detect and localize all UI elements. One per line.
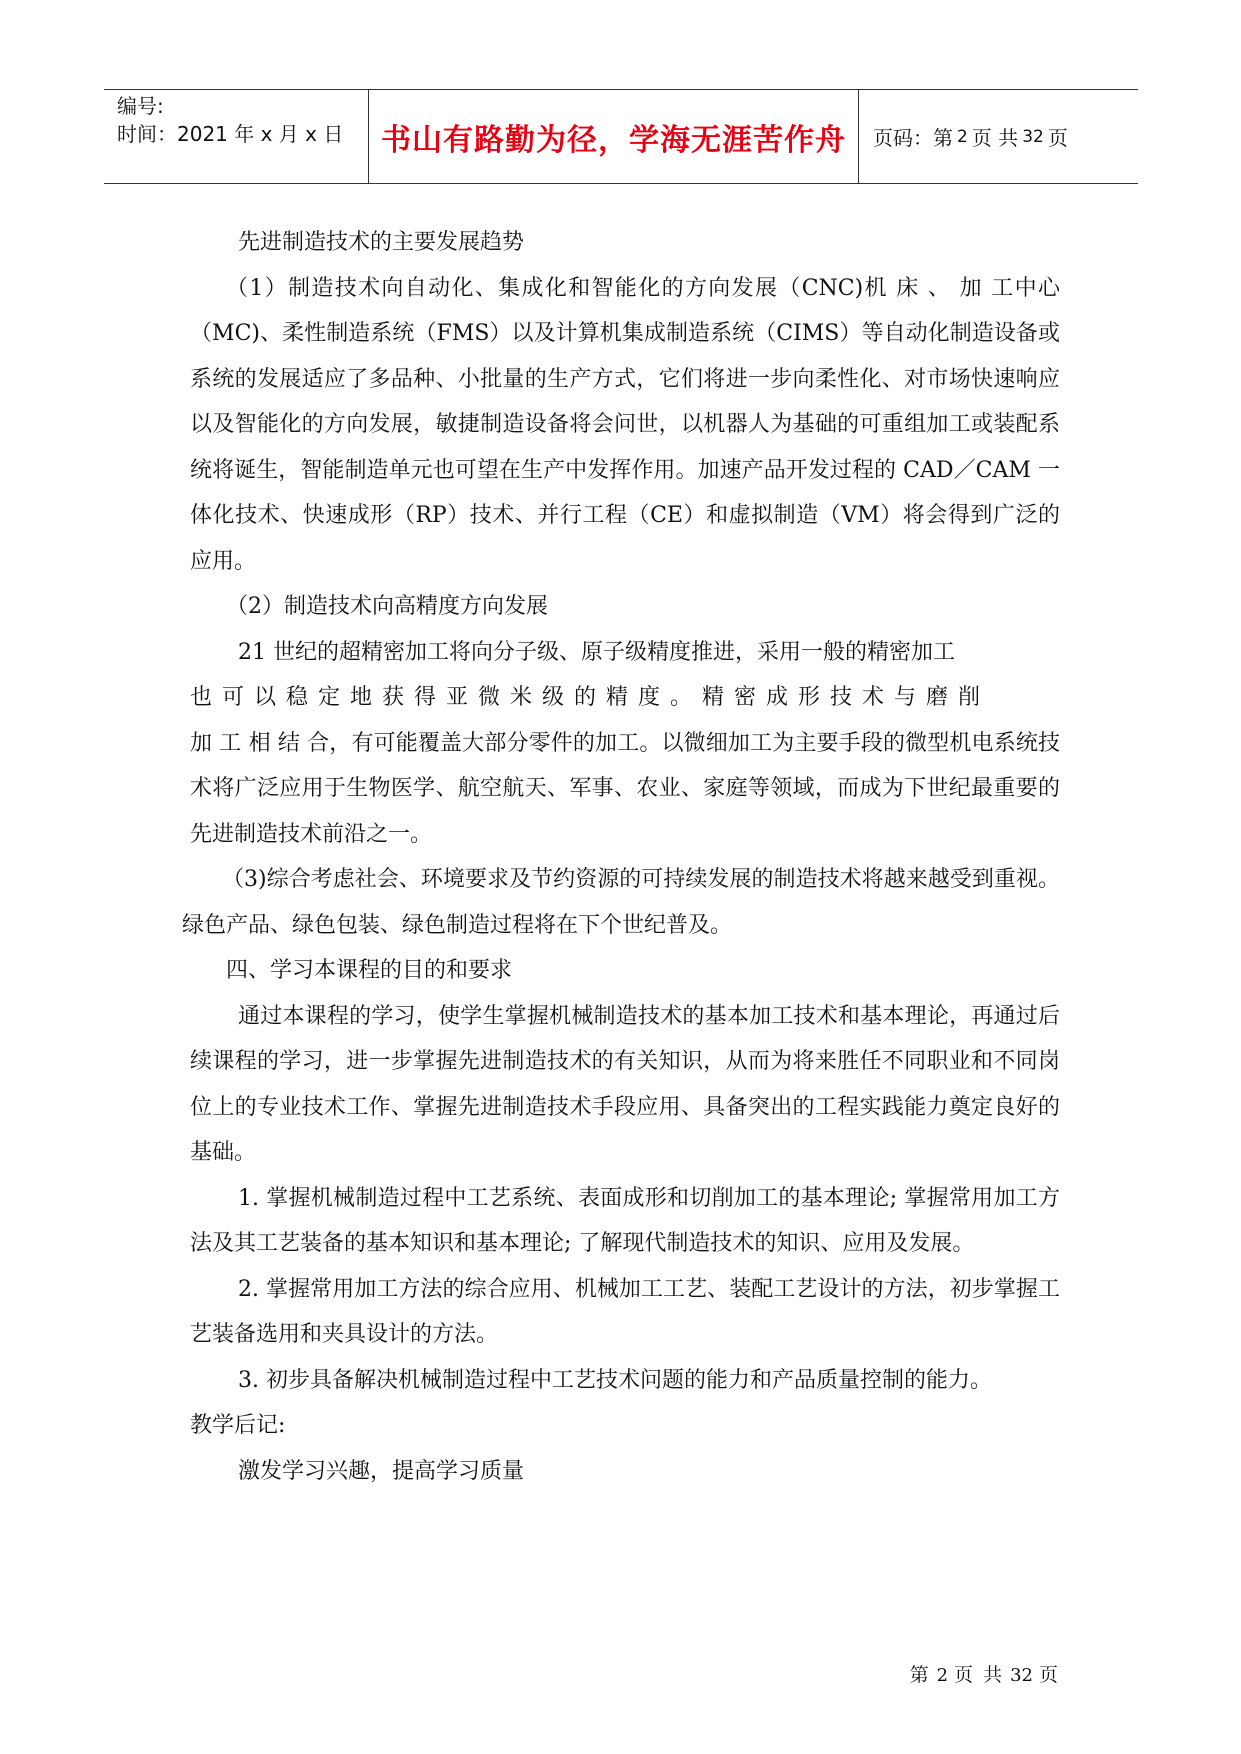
paragraph-purpose: 通过本课程的学习，使学生掌握机械制造技术的基本加工技术和基本理论，再通过后续课程的学习，进一步掌握先进制造技术的有关知识，从而为将来胜任不同职业和不同岗位上的专业技术工作、掌握先进制造技术手段应用、具备突出的工程实践能力奠定良好的基础。: [190, 1003, 1060, 1165]
page-footer: [900, 1660, 1060, 1687]
footer-mid: 页 共: [954, 1664, 1005, 1686]
teaching-notes-text: 激发学习兴趣，提高学习质量: [238, 1458, 525, 1484]
header-page-number: [859, 90, 1138, 183]
page-mid: 页 共: [971, 126, 1019, 150]
header-motto: 书山有路勤为径，学海无涯苦作舟: [369, 90, 859, 183]
paragraph-trend-2-line-2: 也可以稳定地获得亚微米级的精度。精密成形技术与磨削: [190, 685, 991, 710]
paragraph-trend-3: （3)综合考虑社会、环境要求及节约资源的可持续发展的制造技术将越来越受到重视。绿色产品、绿色包装、绿色制造过程将在下个世纪普及。: [182, 867, 1060, 938]
document-number-label: 编号:: [117, 94, 164, 118]
footer-suffix: 页: [1038, 1664, 1060, 1686]
teaching-notes-label: 教学后记:: [190, 1413, 286, 1438]
page-current: 2: [957, 126, 968, 147]
document-body: [182, 220, 1060, 1494]
footer-total: 32: [1010, 1665, 1033, 1686]
page-header: [104, 89, 1138, 184]
footer-current: 2: [936, 1665, 949, 1686]
section-heading: 先进制造技术的主要发展趋势: [238, 230, 525, 255]
requirement-item-3: 3. 初步具备解决机械制造过程中工艺技术问题的能力和产品质量控制的能力。: [238, 1367, 992, 1393]
requirement-item-2: 2. 掌握常用加工方法的综合应用、机械加工工艺、装配工艺设计的方法，初步掌握工艺装备选用和夹具设计的方法。: [190, 1276, 1060, 1347]
page-prefix: 页码：第: [873, 126, 953, 150]
page-total: 32: [1022, 126, 1044, 147]
paragraph-trend-1: （1）制造技术向自动化、集成化和智能化的方向发展（CNC)机 床 、 加 工中心（MC)、柔性制造系统（FMS）以及计算机集成制造系统（CIMS）等自动化制造设备或系统的发展适应了多品种、小批量的生产方式，它们将进一步向柔性化、对市场快速响应以及智能化的方向发展，敏捷制造设备将会问世，以机器人为基础的可重组加工或装配系统将诞生，智能制造单元也可望在生产中发挥作用。加速产品开发过程的 CAD／CAM 一体化技术、快速成形（RP）技术、并行工程（CE）和虚拟制造（VM）将会得到广泛的应用。: [190, 275, 1060, 574]
section-4-heading: 四、学习本课程的目的和要求: [226, 958, 513, 983]
paragraph-trend-2-title: （2）制造技术向高精度方向发展: [226, 594, 548, 619]
paragraph-trend-2-line-3: 加 工 相 结 合，有可能覆盖大部分零件的加工。以微细加工为主要手段的微型机电系统技术将广泛应用于生物医学、航空航天、军事、农业、家庭等领域，而成为下世纪最重要的先进制造技术前沿之一。: [190, 730, 1060, 847]
paragraph-trend-2-line-1: 21 世纪的超精密加工将向分子级、原子级精度推进，采用一般的精密加工: [238, 639, 955, 665]
header-info-cell: [104, 90, 369, 183]
requirement-item-1: 1. 掌握机械制造过程中工艺系统、表面成形和切削加工的基本理论; 掌握常用加工方法及其工艺装备的基本知识和基本理论; 了解现代制造技术的知识、应用及发展。: [190, 1185, 1060, 1256]
footer-prefix: 第: [909, 1664, 931, 1686]
page-suffix: 页: [1047, 126, 1068, 150]
document-time: 时间：2021 年 x 月 x 日: [117, 122, 344, 146]
